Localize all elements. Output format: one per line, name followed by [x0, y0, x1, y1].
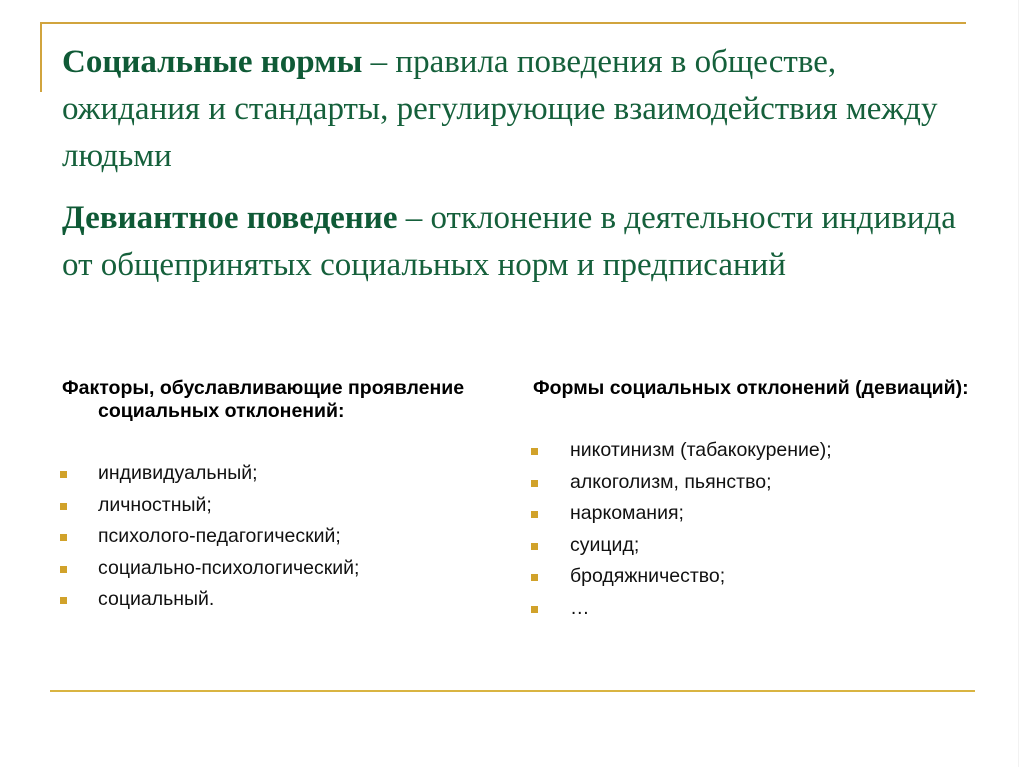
- square-bullet-icon: [531, 574, 538, 581]
- definition-dash: –: [397, 200, 431, 236]
- list-item: [62, 584, 502, 616]
- list-item: [533, 561, 973, 593]
- square-bullet-icon: [531, 543, 538, 550]
- list-item: [533, 593, 973, 625]
- list-item-text: алкоголизм, пьянство;: [570, 470, 772, 493]
- list-item: [533, 467, 973, 499]
- list-item-text: наркомания;: [570, 502, 684, 524]
- square-bullet-icon: [60, 597, 67, 604]
- list-item-text: никотинизм (табакокурение);: [570, 439, 832, 461]
- list-item: [62, 458, 502, 490]
- forms-column: [533, 377, 973, 624]
- square-bullet-icon: [60, 471, 67, 478]
- definition-term: Социальные нормы: [62, 44, 363, 80]
- bottom-accent-rule: [50, 690, 975, 692]
- square-bullet-icon: [60, 534, 67, 541]
- list-item-text: социальный.: [98, 588, 215, 610]
- square-bullet-icon: [531, 480, 538, 487]
- left-accent-rule: [40, 22, 42, 92]
- square-bullet-icon: [60, 503, 67, 510]
- forms-list: [533, 435, 973, 624]
- definition-social-norms: [62, 39, 982, 180]
- list-item: [62, 521, 502, 553]
- definition-deviant-behavior: [62, 195, 982, 289]
- square-bullet-icon: [531, 511, 538, 518]
- list-item-text: индивидуальный;: [98, 462, 258, 484]
- definition-text: отклонение в деятельности индивида от общепринятых социальных норм и предписаний: [62, 200, 956, 283]
- factors-heading: Факторы, обуславливающие проявление социальных отклонений:: [62, 377, 465, 422]
- list-item-text: суицид;: [570, 533, 640, 556]
- list-item: [533, 498, 973, 530]
- factors-column: [62, 377, 502, 616]
- list-item-text: личностный;: [98, 493, 212, 516]
- list-item: [62, 490, 502, 522]
- square-bullet-icon: [531, 606, 538, 613]
- list-item-text: бродяжничество;: [570, 565, 726, 587]
- list-item-text: социально-психологический;: [98, 556, 360, 579]
- factors-list: [62, 458, 502, 616]
- list-item-text: психолого-педагогический;: [98, 525, 341, 547]
- definition-term: Девиантное поведение: [62, 200, 398, 236]
- definition-dash: –: [362, 44, 396, 80]
- square-bullet-icon: [531, 448, 538, 455]
- square-bullet-icon: [60, 566, 67, 573]
- list-item: [533, 530, 973, 562]
- list-item-text: …: [570, 596, 590, 619]
- forms-heading: Формы социальных отклонений (девиаций):: [533, 377, 969, 399]
- top-accent-rule: [40, 22, 966, 24]
- list-item: [533, 435, 973, 467]
- definition-text: правила поведения в обществе, ожидания и стандарты, регулирующие взаимодействия между людьми: [62, 44, 938, 174]
- list-item: [62, 553, 502, 585]
